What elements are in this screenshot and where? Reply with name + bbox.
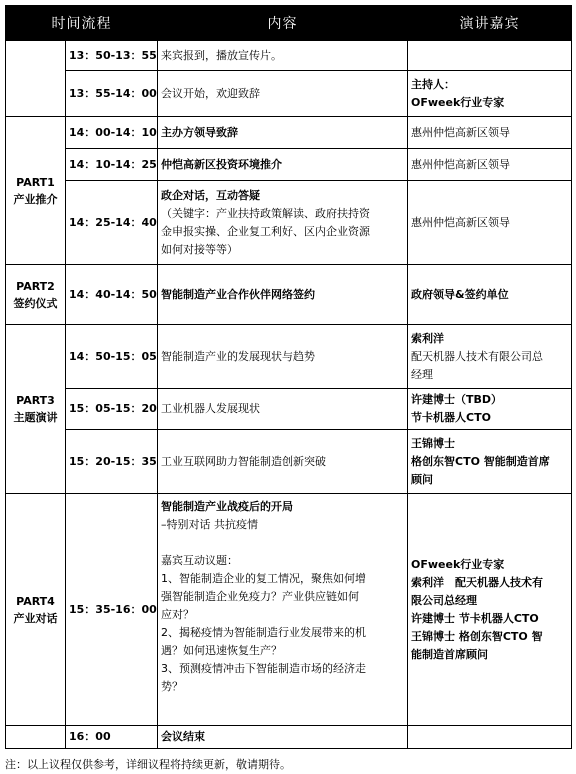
content-cell: 工业机器人发展现状 bbox=[158, 389, 408, 430]
table-row bbox=[6, 117, 572, 149]
content-cell: 智能制造产业的发展现状与趋势 bbox=[158, 325, 408, 389]
speaker-cell bbox=[408, 389, 572, 430]
table-row bbox=[6, 265, 572, 325]
speaker-line: 配天机器人技术有限公司总 bbox=[411, 349, 543, 363]
table-row bbox=[6, 325, 572, 389]
content-line: 势？ bbox=[161, 680, 183, 693]
time-cell: 14：10-14：25 bbox=[66, 149, 158, 181]
content-line: 应对？ bbox=[161, 608, 194, 621]
time-cell: 15：05-15：20 bbox=[66, 389, 158, 430]
speaker-cell: 惠州仲恺高新区领导 bbox=[408, 117, 572, 149]
speaker-cell bbox=[408, 494, 572, 726]
speaker-line: 限公司总经理 bbox=[411, 593, 477, 607]
speaker-cell: 惠州仲恺高新区领导 bbox=[408, 149, 572, 181]
content-line bbox=[161, 534, 404, 552]
table-row bbox=[6, 726, 572, 749]
part-title: 产业推介 bbox=[13, 192, 58, 206]
time-cell: 13：55-14：00 bbox=[66, 71, 158, 117]
table-row bbox=[6, 41, 572, 71]
speaker-line: 索利洋 bbox=[411, 331, 444, 345]
part-cell bbox=[6, 265, 66, 325]
footnote: 注：以上议程仅供参考，详细议程将持续更新，敬请期待。 bbox=[5, 758, 291, 771]
speaker-cell bbox=[408, 726, 572, 749]
part-cell bbox=[6, 494, 66, 726]
header-content: 内容 bbox=[158, 6, 408, 41]
part-title: 主题演讲 bbox=[13, 411, 58, 424]
time-cell: 13：50-13：55 bbox=[66, 41, 158, 71]
table-row bbox=[6, 389, 572, 430]
time-cell: 15：35-16：00 bbox=[66, 494, 158, 726]
content-cell: 会议结束 bbox=[158, 726, 408, 749]
content-line: –特别对话 共抗疫情 bbox=[161, 518, 258, 531]
speaker-line: 经理 bbox=[411, 367, 433, 381]
speaker-line: 主持人： bbox=[411, 77, 455, 91]
time-cell: 14：40-14：50 bbox=[66, 265, 158, 325]
speaker-line: 王锦博士 格创东智CTO 智 bbox=[411, 629, 543, 643]
part-code: PART4 bbox=[16, 594, 55, 608]
table-row bbox=[6, 494, 572, 726]
content-cell: 工业互联网助力智能制造创新突破 bbox=[158, 430, 408, 494]
time-cell: 15：20-15：35 bbox=[66, 430, 158, 494]
content-line: 遇？如何迅速恢复生产？ bbox=[161, 644, 282, 657]
content-line: 2、揭秘疫情为智能制造行业发展带来的机 bbox=[161, 626, 366, 639]
speaker-line: 索利洋 配天机器人技术有 bbox=[411, 575, 543, 589]
time-cell: 16：00 bbox=[66, 726, 158, 749]
speaker-line: OFweek行业专家 bbox=[411, 557, 505, 571]
content-line: 如何对接等等） bbox=[161, 242, 238, 256]
part-cell bbox=[6, 325, 66, 494]
content-cell: 智能制造产业合作伙伴网络签约 bbox=[158, 265, 408, 325]
content-title: 智能制造产业战疫后的开局 bbox=[161, 500, 293, 513]
content-cell: 来宾报到，播放宣传片。 bbox=[158, 41, 408, 71]
table-row bbox=[6, 149, 572, 181]
speaker-line: 格创东智CTO 智能制造首席 bbox=[411, 454, 550, 468]
content-line: （关键字：产业扶持政策解读、政府扶持资 bbox=[161, 206, 370, 220]
content-cell: 仲恺高新区投资环境推介 bbox=[158, 149, 408, 181]
table-header-row bbox=[6, 6, 572, 41]
part-cell-opening bbox=[6, 41, 66, 117]
header-time: 时间流程 bbox=[6, 6, 158, 41]
speaker-line: 许建博士（TBD） bbox=[411, 393, 503, 406]
content-line: 强智能制造企业免疫力？产业供应链如何 bbox=[161, 590, 359, 603]
content-cell bbox=[158, 181, 408, 265]
speaker-cell bbox=[408, 325, 572, 389]
content-line: 1、智能制造企业的复工情况，聚焦如何增 bbox=[161, 572, 366, 585]
part-title: 产业对话 bbox=[13, 611, 58, 625]
part-code: PART2 bbox=[16, 279, 55, 293]
agenda-table bbox=[5, 5, 572, 749]
speaker-line: 顾问 bbox=[411, 472, 433, 486]
speaker-line: 许建博士 节卡机器人CTO bbox=[411, 611, 539, 625]
content-cell bbox=[158, 494, 408, 726]
time-cell: 14：25-14：40 bbox=[66, 181, 158, 265]
speaker-cell bbox=[408, 41, 572, 71]
content-line: 金申报实操、企业复工利好、区内企业资源 bbox=[161, 224, 370, 238]
speaker-cell: 政府领导&签约单位 bbox=[408, 265, 572, 325]
time-cell: 14：50-15：05 bbox=[66, 325, 158, 389]
content-line: 嘉宾互动议题： bbox=[161, 554, 238, 567]
part-title: 签约仪式 bbox=[13, 296, 58, 310]
header-speakers: 演讲嘉宾 bbox=[408, 6, 572, 41]
speaker-cell: 惠州仲恺高新区领导 bbox=[408, 181, 572, 265]
speaker-line: OFweek行业专家 bbox=[411, 95, 505, 109]
content-line: 3、预测疫情冲击下智能制造市场的经济走 bbox=[161, 662, 366, 675]
time-cell: 14：00-14：10 bbox=[66, 117, 158, 149]
speaker-cell bbox=[408, 71, 572, 117]
part-code: PART1 bbox=[16, 175, 55, 189]
speaker-cell bbox=[408, 430, 572, 494]
speaker-line: 节卡机器人CTO bbox=[411, 411, 491, 424]
content-cell: 主办方领导致辞 bbox=[158, 117, 408, 149]
speaker-line: 能制造首席顾问 bbox=[411, 647, 488, 661]
part-cell bbox=[6, 117, 66, 265]
table-row bbox=[6, 71, 572, 117]
content-cell: 会议开始，欢迎致辞 bbox=[158, 71, 408, 117]
part-code: PART3 bbox=[16, 394, 55, 407]
content-title: 政企对话，互动答疑 bbox=[161, 188, 260, 202]
speaker-line: 王锦博士 bbox=[411, 436, 455, 450]
table-row bbox=[6, 181, 572, 265]
part-cell-closing bbox=[6, 726, 66, 749]
table-row bbox=[6, 430, 572, 494]
